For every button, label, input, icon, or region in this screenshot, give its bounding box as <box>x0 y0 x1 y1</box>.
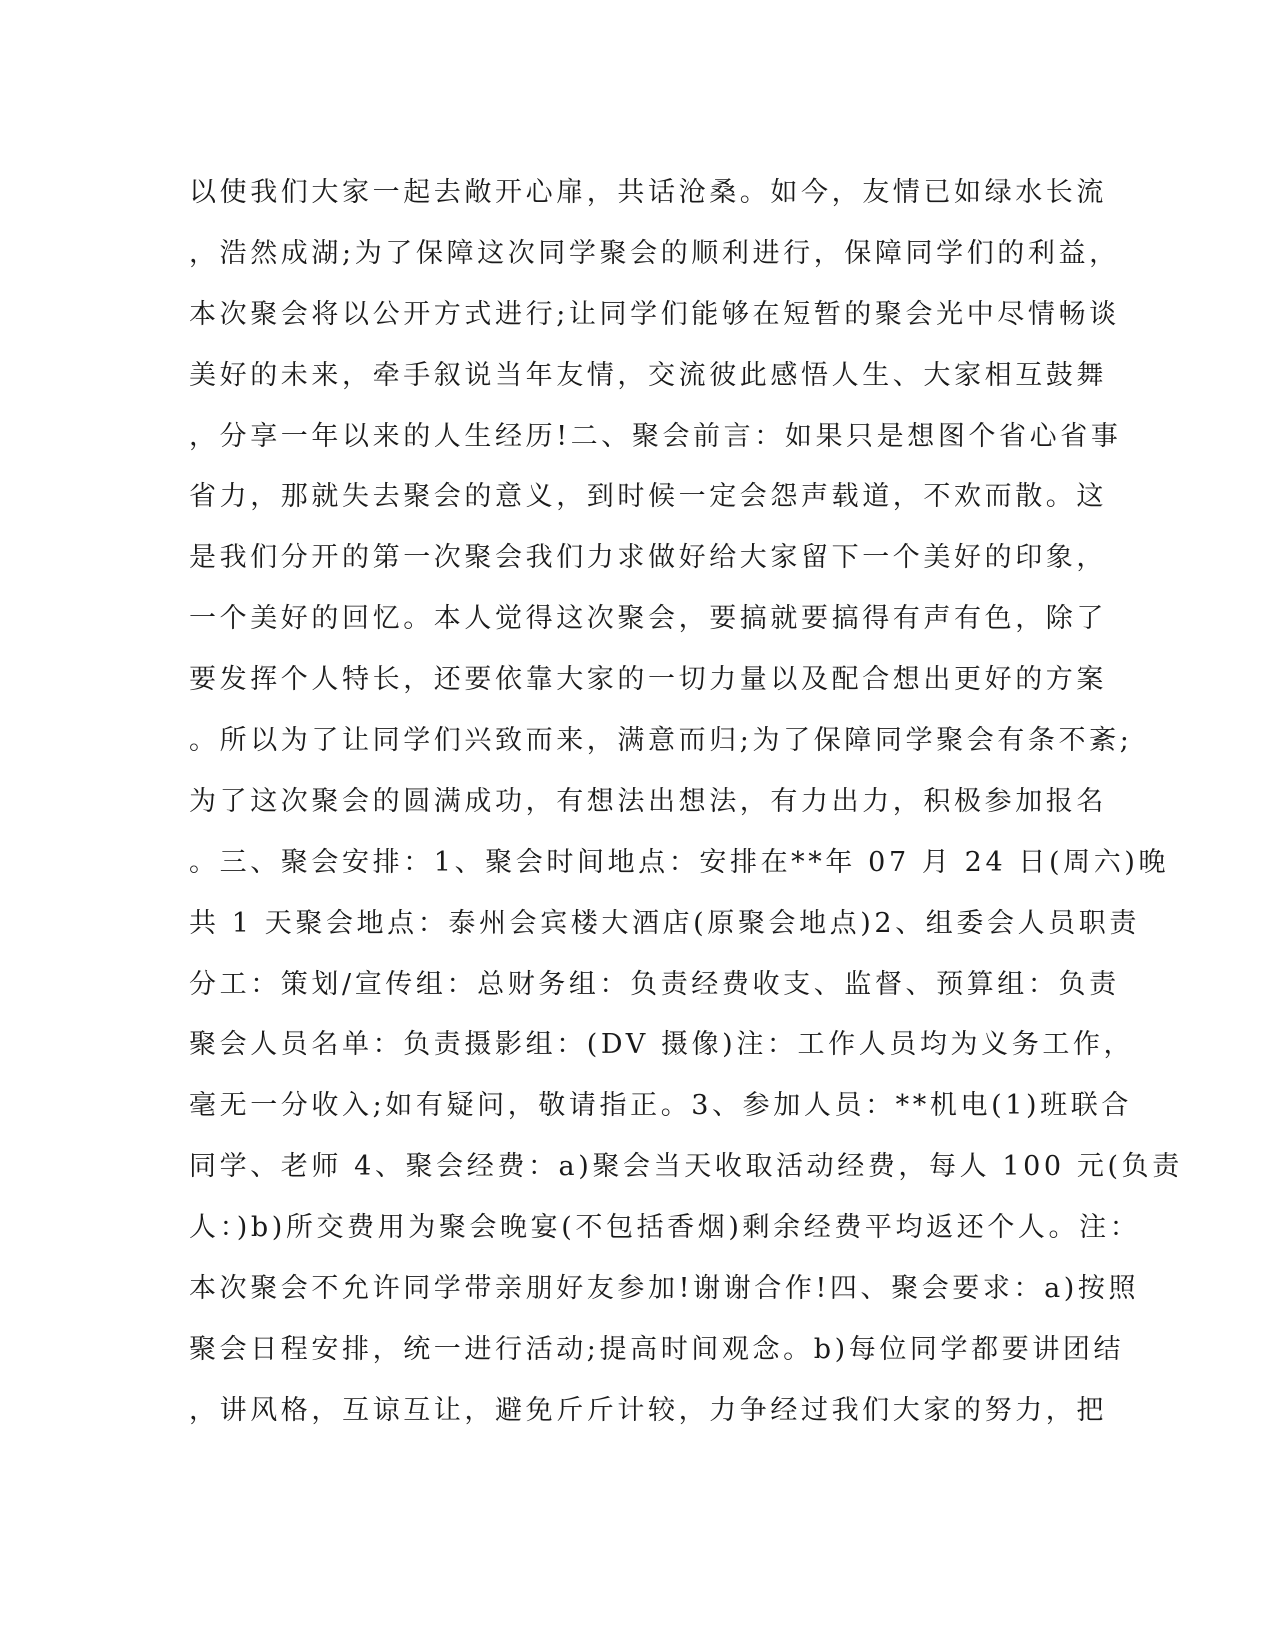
text-line: 美好的未来，牵手叙说当年友情，交流彼此感悟人生、大家相互鼓舞 <box>189 359 1107 391</box>
text-line: ，浩然成湖;为了保障这次同学聚会的顺利进行，保障同学们的利益， <box>189 237 1120 269</box>
text-line: 。三、聚会安排：1、聚会时间地点：安排在**年 07 月 24 日(周六)晚 <box>189 846 1170 878</box>
text-line: 毫无一分收入;如有疑问，敬请指正。3、参加人员：**机电(1)班联合 <box>189 1090 1132 1122</box>
text-line: 分工：策划/宣传组：总财务组：负责经费收支、监督、预算组：负责 <box>189 968 1120 1000</box>
text-line: 同学、老师 4、聚会经费：a)聚会当天收取活动经费，每人 100 元(负责 <box>189 1151 1183 1183</box>
text-line: 聚会人员名单：负责摄影组：(DV 摄像)注：工作人员均为义务工作， <box>189 1029 1135 1061</box>
text-line: 要发挥个人特长，还要依靠大家的一切力量以及配合想出更好的方案 <box>189 664 1107 696</box>
text-line: ，讲风格，互谅互让，避免斤斤计较，力争经过我们大家的努力，把 <box>189 1394 1107 1426</box>
text-line: 省力，那就失去聚会的意义，到时候一定会怨声载道，不欢而散。这 <box>189 481 1107 513</box>
text-line: ，分享一年以来的人生经历!二、聚会前言：如果只是想图个省心省事 <box>189 420 1122 452</box>
text-line: 是我们分开的第一次聚会我们力求做好给大家留下一个美好的印象， <box>189 542 1107 574</box>
text-line: 本次聚会将以公开方式进行;让同学们能够在短暂的聚会光中尽情畅谈 <box>189 298 1120 330</box>
text-line: 为了这次聚会的圆满成功，有想法出想法，有力出力，积极参加报名 <box>189 785 1107 817</box>
body-paragraph <box>189 163 1183 1442</box>
text-line: 人：)b)所交费用为聚会晚宴(不包括香烟)剩余经费平均返还个人。注： <box>189 1212 1141 1244</box>
text-line: 一个美好的回忆。本人觉得这次聚会，要搞就要搞得有声有色，除了 <box>189 603 1107 635</box>
text-line: 聚会日程安排，统一进行活动;提高时间观念。b)每位同学都要讲团结 <box>189 1333 1125 1365</box>
text-line: 。所以为了让同学们兴致而来，满意而归;为了保障同学聚会有条不紊; <box>189 725 1133 757</box>
text-line: 本次聚会不允许同学带亲朋好友参加!谢谢合作!四、聚会要求：a)按照 <box>189 1273 1140 1305</box>
text-line: 以使我们大家一起去敞开心扉，共话沧桑。如今，友情已如绿水长流 <box>189 177 1107 208</box>
text-line: 共 1 天聚会地点：泰州会宾楼大酒店(原聚会地点)2、组委会人员职责 <box>189 907 1140 939</box>
